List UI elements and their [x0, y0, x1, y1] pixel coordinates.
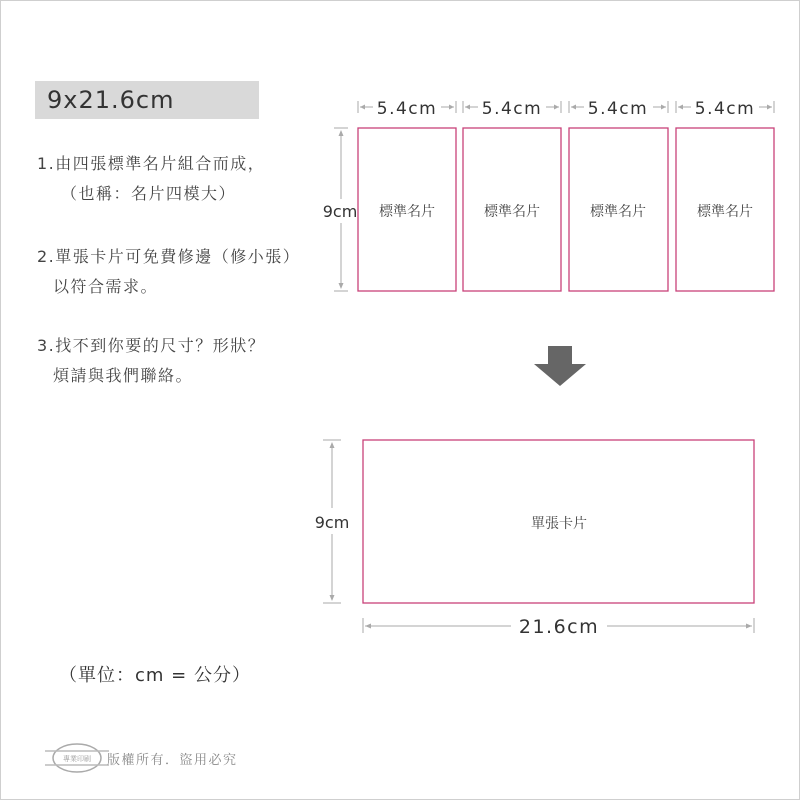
- page-title: 9x21.6cm: [47, 86, 175, 114]
- height-label-top: 9cm: [322, 202, 358, 221]
- footer: [41, 743, 291, 775]
- copyright-text: 版權所有．盜用必究: [107, 753, 238, 768]
- height-label-bottom: 9cm: [314, 513, 350, 532]
- note-1-line-2: （也稱：名片四模大）: [61, 184, 237, 203]
- width-label-4: 5.4cm: [694, 99, 756, 119]
- note-2-line-1: 2.單張卡片可免費修邊（修小張）: [37, 247, 301, 266]
- width-label-1: 5.4cm: [376, 99, 438, 119]
- card-label-3: 標準名片: [590, 204, 646, 220]
- card-label-1: 標準名片: [379, 204, 435, 220]
- unit-note: （單位：cm = 公分）: [59, 665, 251, 686]
- logo-text: 專業印刷: [63, 755, 91, 763]
- note-3-line-2: 煩請與我們聯絡。: [53, 366, 194, 385]
- down-arrow-icon: [534, 346, 586, 386]
- width-label-3: 5.4cm: [587, 99, 649, 119]
- width-label-2: 5.4cm: [481, 99, 543, 119]
- single-card-label: 單張卡片: [531, 516, 587, 532]
- note-1-line-1: 1.由四張標準名片組合而成，: [37, 154, 266, 173]
- width-label-bottom: 21.6cm: [518, 616, 600, 638]
- note-3-line-1: 3.找不到你要的尺寸？形狀？: [37, 336, 266, 355]
- card-label-4: 標準名片: [697, 204, 753, 220]
- card-label-2: 標準名片: [484, 204, 540, 220]
- note-2-line-2: 以符合需求。: [53, 277, 159, 296]
